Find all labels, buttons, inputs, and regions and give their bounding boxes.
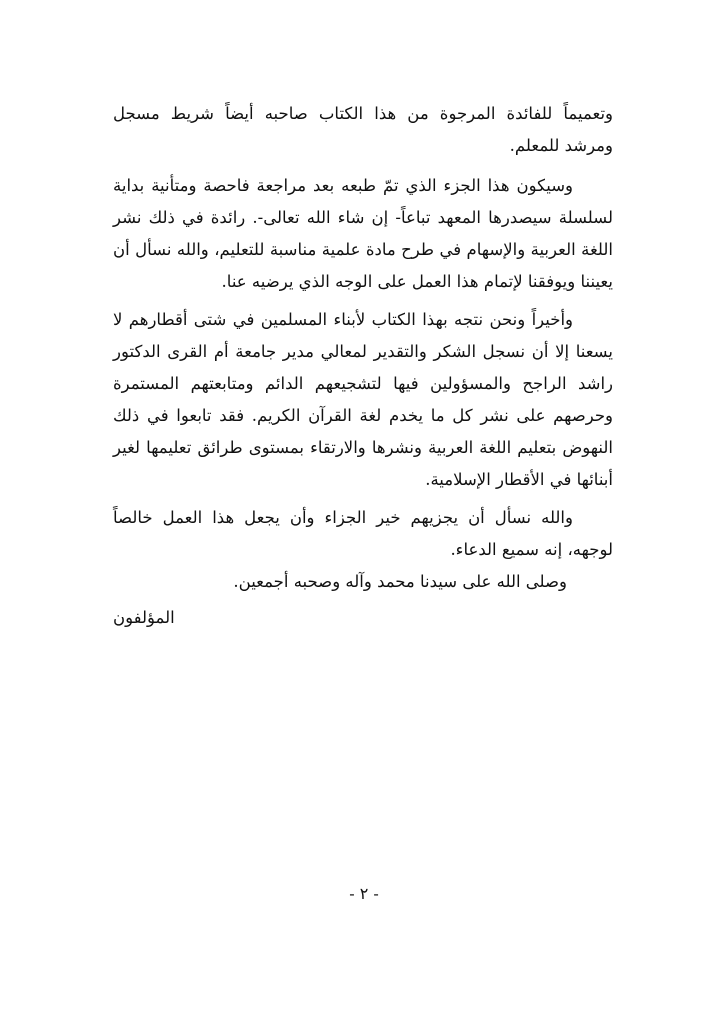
- paragraph-series: وسيكون هذا الجزء الذي تمّ طبعه بعد مراجعة فاحصة ومتأنية بداية لسلسلة سيصدرها المعهد تباعاً- إن شاء الله تعالى-. رائدة في ذلك نشر اللغة العربية والإسهام في طرح مادة علمية مناسبة للتعليم، والله نسأل أن يعيننا ويوفقنا لإتمام هذا العمل على الوجه الذي يرضيه عنا.: [113, 176, 613, 291]
- paragraph-intro: وتعميماً للفائدة المرجوة من هذا الكتاب صاحبه أيضاً شريط مسجل ومرشد للمعلم.: [113, 104, 613, 155]
- signature: المؤلفون: [113, 608, 175, 627]
- closing-prayer: وصلى الله على سيدنا محمد وآله وصحبه أجمعين.: [233, 572, 567, 591]
- page-number: - ٢ -: [349, 884, 379, 903]
- paragraph-thanks: وأخيراً ونحن نتجه بهذا الكتاب لأبناء المسلمين في شتى أقطارهم لا يسعنا إلا أن نسجل الشكر والتقدير لمعالي مدير جامعة أم القرى الدكتور راشد الراجح والمسؤولين فيها لتشجيعهم الدائم ومتابعتهم المستمرة وحرصهم على نشر كل ما يخدم لغة القرآن الكريم. فقد تابعوا في ذلك النهوض بتعليم اللغة العربية ونشرها والارتقاء بمستوى طرائق تعليمها لغير أبنائها في الأقطار الإسلامية.: [113, 310, 613, 489]
- document-page: [113, 98, 613, 634]
- paragraph-prayer: والله نسأل أن يجزيهم خير الجزاء وأن يجعل هذا العمل خالصاً لوجهه، إنه سميع الدعاء.: [113, 508, 613, 559]
